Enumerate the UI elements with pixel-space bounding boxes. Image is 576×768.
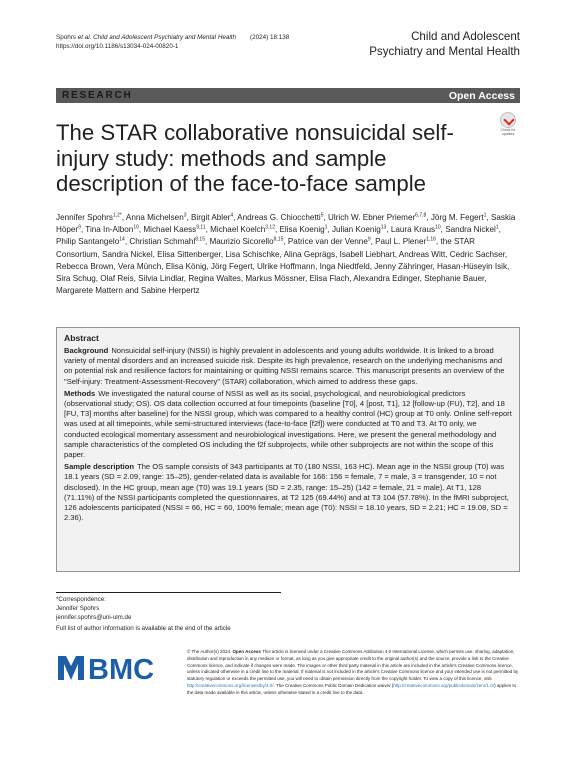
consortium-list: the STAR Consortium, Sandra Nickel, Elisa Sittenberger, Lisa Schischke, Alina Geprägs, Isabell Liebhart, Andreas Witt, Cedric Sachser, Rebecca Brown, Vera Münch, Elisa König, Jörg Fegert, Ulrike Hoffmann, Inga Niedtfeld, Jenny Zähringer, Hasan-Hüseyin Isik, Sira Schug, Olaf Reis, Silvia Lindlar, Regina Waltes, Markus Mössner, Elisa Flach, Alexandra Edinger, Stephanie Bauer, Margarete Mattern and Sabine Herpertz xyxy=(56,237,510,296)
author-affiliation: 1 xyxy=(495,224,499,231)
author-name: Andreas G. Chiocchetti$^5$ xyxy=(237,212,324,222)
author-affiliation: 10 xyxy=(133,224,139,231)
author-affiliation: 5 xyxy=(320,212,324,219)
author-affiliation: 9,11 xyxy=(196,224,206,231)
article-type-band xyxy=(56,88,520,103)
bmc-logo-text: BMC xyxy=(88,654,155,682)
author-name: Ulrich W. Ebner Priemer$^{6,7,8}$ xyxy=(328,212,427,222)
author-affiliation: 13 xyxy=(380,224,387,231)
author-name: Maurizio Sicorello$^{8,15}$ xyxy=(209,236,284,247)
author-affiliation: 1,2* xyxy=(112,212,122,219)
author-affiliation: 1,16 xyxy=(426,236,436,243)
author-affiliation: 3,12 xyxy=(265,224,275,231)
author-name: Patrice van der Venne$^9$ xyxy=(287,236,371,247)
check-updates-icon xyxy=(500,112,516,128)
author-name: Birgit Abler$^4$ xyxy=(191,212,234,222)
author-name: Elisa Koenig$^1$ xyxy=(279,224,328,235)
author-name: Christian Schmahl$^{8,15}$ xyxy=(129,236,205,247)
abstract-sample-description: Sample description The OS sample consists of 343 participants at T0 (180 NSSI, 163 HC). Mean age in the NSSI group (T0) was 18.1 years (SD = 2.09, range: 15–25), gender-related data is available for 166: 156 = female, 7 = male, 3 = transgender, 10 = not disclosed). In the HC group, mean age (T0) was 19.1 years (SD = 2.35, range: 15–25) (142 = female, 21 = male). At T1, 128 (71.11%) of the NSSI participants completed the questionnaires, at T2 125 (69.44%) and at T3 104 (57.78%). In the fMRI subproject, 126 adolescents participated (NSSI = 66, HC = 60, 100% female; mean age (T0): NSSI = 18.10 years, SD = 2.21; HC = 19.08, SD = 2.36). xyxy=(64,462,509,523)
author-name: Jennifer Spohrs$^{1,2*}$ xyxy=(56,212,122,222)
author-affiliation: 14 xyxy=(119,236,125,243)
author-affiliation: 8,15 xyxy=(273,236,284,243)
divider xyxy=(56,592,281,593)
author-affiliation: 4 xyxy=(230,212,234,219)
author-affiliation: 8,15 xyxy=(195,236,205,243)
bmc-logo-icon xyxy=(56,650,166,682)
author-name: Saskia Höper$^9$ xyxy=(56,213,516,235)
cc-by-license-link[interactable]: http://creativecommons.org/licenses/by/4.0/ xyxy=(187,682,274,688)
abstract-background: Background Nonsuicidal self-injury (NSSI) is highly prevalent in adolescents and young adults worldwide. It is linked to a broad variety of mental disorders and an increased suicide risk. Despite its high prevalence, research on the underlying mechanisms and on potential risk and resilience factors for maintaining or quitting NSSI remains scarce. This manuscript presents an overview of the "Self-injury: Treatment-Assessment-Recovery" (STAR) collaboration, which aimed to address these gaps. xyxy=(64,346,505,386)
author-name: Michael Koelch$^{3,12}$ xyxy=(210,224,275,235)
author-name: Laura Kraus$^{10}$ xyxy=(390,224,441,235)
cite-year-volume: (2024) 18:138 xyxy=(250,34,290,41)
open-access-label: Open Access xyxy=(448,89,515,102)
correspondence-email[interactable]: jennifer.spohrs@uni-ulm.de xyxy=(56,613,132,621)
author-affiliation: 10 xyxy=(435,224,441,231)
author-affiliation: 3 xyxy=(183,212,187,219)
check-for-updates-button[interactable]: Check for updates xyxy=(497,112,519,136)
abstract-box xyxy=(56,327,520,572)
author-name: Julian Koenig$^{13}$ xyxy=(331,224,387,235)
citation-header xyxy=(56,33,289,51)
author-affiliation: 9 xyxy=(367,236,371,243)
author-affiliation: 9 xyxy=(78,224,81,231)
abstract-methods: Methods We investigated the natural course of NSSI as well as its social, psychological, and neurobiological predictors (observational study; OS). OS data collection occurred at four timepoints (baseline [T0], 4 [post, T1], 12 [follow-up (FU), T2], and 18 [FU, T3] months after baseline) for the NSSI group, which was compared to a healthy control (HC) group at T0 only. Online self-report was used at all timepoints, while semi-structured interviews (face-to-face [f2f]) were conducted at T0 and T3. At T0 only, we conducted ecological momentary assessment and neurobiological investigations. Here, we present the general methodology and sample characteristics of the completed OS including the f2f subprojects, while other subprojects are not within the scope of this paper. xyxy=(64,388,512,460)
author-list: Jennifer Spohrs$^{1,2*}$, Anna Michelsen$^3$, Birgit Abler$^4$, Andreas G. Chiocchetti$^5$, Ulrich W. Ebner Priemer$^{6,7,8}$, Jörg M. Fegert$^1$, Saskia Höper$^9$, Tina In-Albon$^{10}$, Michael Kaess$^{9,11}$, Michael Koelch$^{3,12}$, Elisa Koenig$^1$, Julian Koenig$^{13}$, Laura Kraus$^{10}$, Sandra Nickel$^1$, Philip Santangelo$^{14}$, Christian Schmahl$^{8,15}$, Maurizio Sicorello$^{8,15}$, Patrice van der Venne$^9$, Paul L. Plener$^{1,16}$, the STAR Consortium, Sandra Nickel, Elisa Sittenberger, Lisa Schischke, Alina Geprägs, Isabell Liebhart, Andreas Witt, Cedric Sachser, Rebecca Brown, Vera Münch, Elisa König, Jörg Fegert, Ulrike Hoffmann, Inga Niedtfeld, Jenny Zähringer, Hasan-Hüseyin Isik, Sira Schug, Olaf Reis, Silvia Lindlar, Regina Waltes, Markus Mössner, Elisa Flach, Alexandra Edinger, Stephanie Bauer, Margarete Mattern and Sabine Herpertz xyxy=(56,212,516,296)
author-affiliation: 1 xyxy=(324,224,328,231)
article-type-label: RESEARCH xyxy=(62,90,133,101)
author-name: Paul L. Plener$^{1,16}$ xyxy=(375,236,436,247)
author-name: Anna Michelsen$^3$ xyxy=(125,212,187,222)
author-name: Philip Santangelo$^{14}$ xyxy=(56,236,125,247)
abstract-heading: Abstract xyxy=(64,333,99,343)
article-title: The STAR collaborative nonsuicidal self-injury study: methods and sample description of the face-to-face sample xyxy=(56,120,454,197)
author-name: Tina In-Albon$^{10}$ xyxy=(85,224,139,235)
license-statement: © The Author(s) 2024. Open Access This article is licensed under a Creative Commons Attribution 4.0 International License, which permits use, sharing, adaptation, distribution and reproduction in any medium or format, as long as you give appropriate credit to the original author(s) and the source, provide a link to the Creative Commons licence, and indicate if changes were made. The images or other third party material in this article are included in the article's Creative Commons licence, unless indicated otherwise in a credit line to the material. If material is not included in the article's Creative Commons licence and your intended use is not permitted by statutory regulation or exceeds the permitted use, you will need to obtain permission directly from the copyright holder. To view a copy of this licence, visit http://creativecommons.org/licenses/by/4.0/. The Creative Commons Public Domain Dedication waiver (http://creativecommons.org/publicdomain/zero/1.0/) applies to the data made available in this article, unless otherwise stated in a credit line to the data. xyxy=(187,649,519,695)
author-name: Sandra Nickel$^1$ xyxy=(445,224,499,235)
author-name: Jörg M. Fegert$^1$ xyxy=(430,212,487,222)
author-affiliation: 6,7,8 xyxy=(415,212,427,219)
journal-name: Child and Adolescent Psychiatry and Mental Health xyxy=(369,30,520,58)
correspondence: *Correspondence: Jennifer Spohrs jennifer.spohrs@uni-ulm.de xyxy=(56,596,132,621)
cite-authors: Spohrs xyxy=(56,34,78,41)
cc0-waiver-link[interactable]: http://creativecommons.org/publicdomain/zero/1.0/ xyxy=(393,682,495,688)
cite-journal: et al. Child and Adolescent Psychiatry and Mental Health xyxy=(77,34,237,41)
author-affiliation: 1 xyxy=(483,212,487,219)
doi-link[interactable]: https://doi.org/10.1186/s13034-024-00820-1 xyxy=(56,43,179,50)
author-name: Michael Kaess$^{9,11}$ xyxy=(143,224,206,235)
full-author-info-note: Full list of author information is available at the end of the article xyxy=(56,625,231,632)
